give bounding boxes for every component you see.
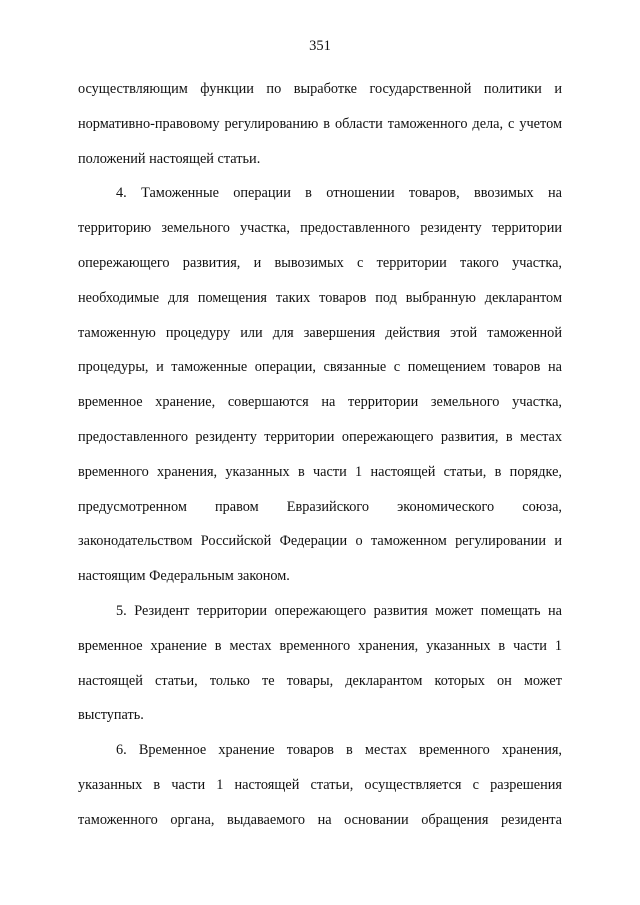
paragraph-clause-5: 5. Резидент территории опережающего развития может помещать на временное хранение в местах временного хранения, указанных в части 1 настоящей статьи, только те товары, декларантом которых он может выступать. <box>78 602 562 724</box>
paragraph-clause-4: 4. Таможенные операции в отношении товаров, ввозимых на территорию земельного участка, предоставленного резиденту территории опережающего развития, и вывозимых с территории такого участка, необходимые для помещения таких товаров под выбранную декларантом таможенную процедуру или для завершения действия этой таможенной процедуры, и таможенные операции, связанные с помещением товаров на временное хранение, совершаются на территории земельного участка, предоставленного резиденту территории опережающего развития, в местах временного хранения, указанных в части 1 настоящей статьи, в порядке, предусмотренном правом Евразийского экономического союза, законодательством Российской Федерации о таможенном регулировании и настоящим Федеральным законом. <box>78 185 562 585</box>
paragraph-clause-6: 6. Временное хранение товаров в местах временного хранения, указанных в части 1 настоящей статьи, осуществляется с разрешения таможенного органа, выдаваемого на основании обращения резидента <box>78 742 562 828</box>
paragraph-continuation: осуществляющим функции по выработке государственной политики и нормативно-правовому регулированию в области таможенного дела, с учетом положений настоящей статьи. <box>78 81 562 167</box>
document-body <box>78 72 562 838</box>
page-number: 351 <box>309 38 331 54</box>
